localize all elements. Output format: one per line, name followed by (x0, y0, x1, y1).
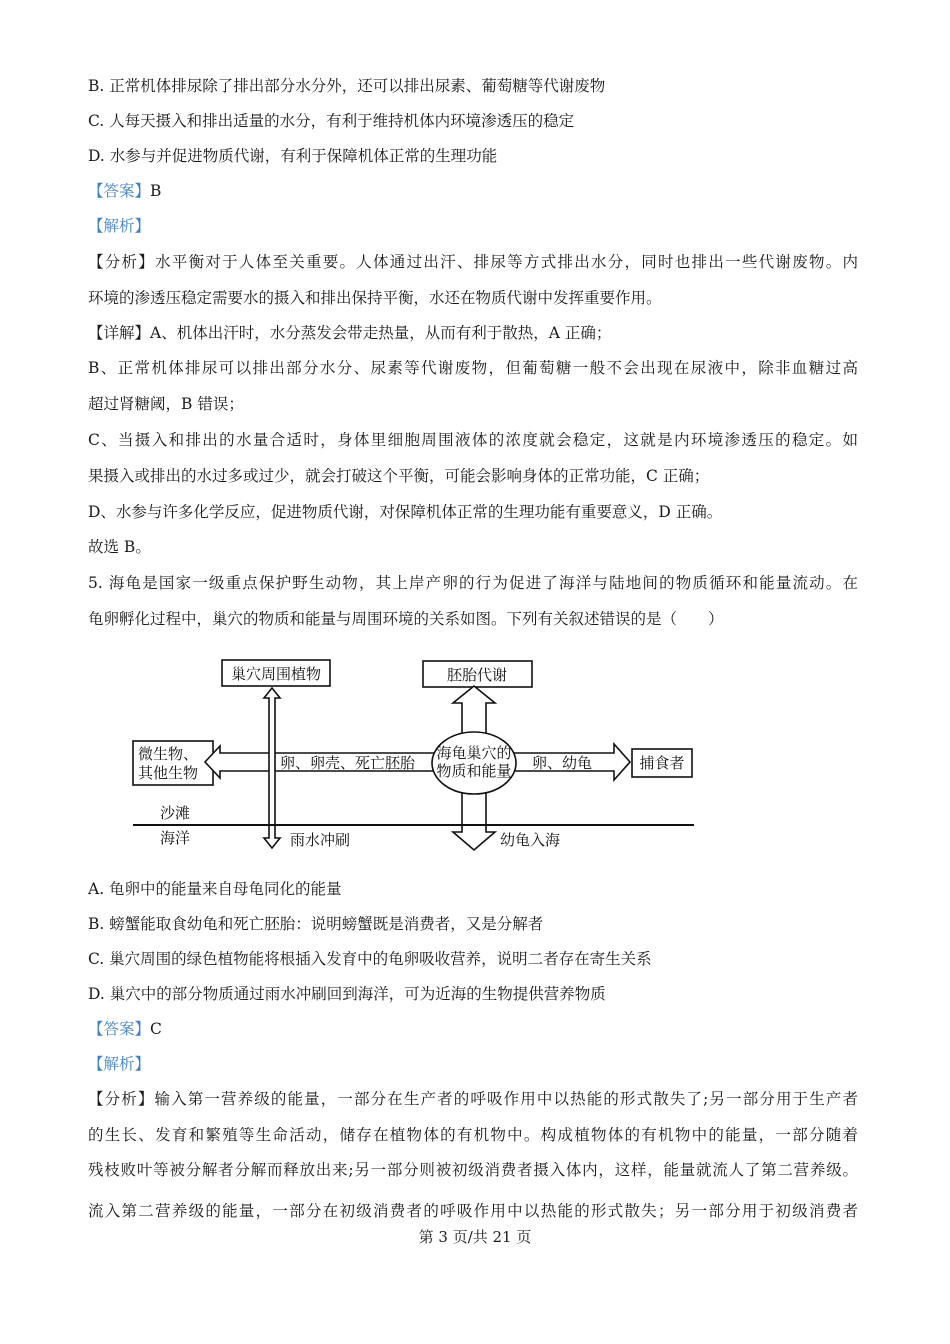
xiangjie-a-text: A、机体出汗时，水分蒸发会带走热量，从而有利于散热，A 正确； (150, 324, 612, 342)
rain-label: 雨水冲刷 (290, 831, 351, 849)
q4-fenxi-line (88, 252, 858, 272)
fenxi-text: 输入第一营养级的能量，一部分在生产者的呼吸作用中以热能的形式散失了;另一部分用于生产者 (154, 1090, 858, 1108)
embryo-label: 胚胎代谢 (446, 666, 508, 684)
q5-option-a: A. 龟卵中的能量来自母龟同化的能量 (88, 880, 342, 898)
answer-label: 【答案】 (88, 1020, 151, 1038)
q5-analysis-label: 【解析】 (88, 1055, 151, 1073)
q5-option-c: C. 巢穴周围的绿色植物能将根插入发育中的龟卵吸收营养，说明二者存在寄生关系 (88, 950, 652, 968)
q4-xiangjie-b2: 超过肾糖阈，B 错误； (88, 395, 244, 413)
plants-label: 巢穴周围植物 (230, 665, 322, 683)
fenxi-text: 水平衡对于人体至关重要。人体通过出汗、排尿等方式排出水分，同时也排出一些代谢废物。内 (155, 253, 858, 271)
q4-conclusion: 故选 B。 (88, 538, 151, 556)
q5-answer (88, 1019, 858, 1039)
fenxi-label: 【分析】 (88, 1090, 155, 1108)
q5-fenxi-line2: 的生长、发育和繁殖等生命活动，储存在植物体的有机物中。构成植物体的有机物中的能量，一部分随着 (88, 1126, 858, 1144)
q5-fenxi-line3: 残枝败叶等被分解者分解而释放出来;另一部分则被初级消费者摄入体内，这样，能量就流人了第二营养级。 (88, 1161, 858, 1179)
q4-xiangjie-a (88, 323, 858, 343)
fenxi-label: 【分析】 (88, 253, 156, 271)
q5-option-d: D. 巢穴中的部分物质通过雨水冲刷回到海洋，可为近海的生物提供营养物质 (88, 985, 606, 1003)
microbes-label-1: 微生物、 (138, 745, 199, 763)
up-arrow (453, 686, 495, 734)
sea-turtle-nest-diagram (120, 640, 710, 860)
xiangjie-label: 【详解】 (88, 324, 151, 342)
q4-fenxi-line2: 环境的渗透压稳定需要水的摄入和排出保持平衡，水还在物质代谢中发挥重要作用。 (88, 289, 662, 307)
q5-option-b: B. 螃蟹能取食幼龟和死亡胚胎：说明螃蟹既是消费者，又是分解者 (88, 915, 544, 933)
down-arrow (453, 792, 495, 850)
answer-value: B (150, 182, 162, 200)
q4-xiangjie-c1: C、当摄入和排出的水量合适时，身体里细胞周围液体的浓度就会稳定，这就是内环境渗透压的稳定。如 (88, 431, 858, 449)
q4-xiangjie-c2: 果摄入或排出的水过多或过少，就会打破这个平衡，可能会影响身体的正常功能，C 正确； (88, 467, 710, 485)
option-c: C. 人每天摄入和排出适量的水分，有利于维持机体内环境渗透压的稳定 (88, 112, 575, 130)
right-flow-label: 卵、幼龟 (532, 754, 593, 772)
q4-analysis-label: 【解析】 (88, 217, 151, 235)
q4-answer (88, 181, 858, 201)
q5-fenxi-line1 (88, 1089, 858, 1109)
center-label-1: 海龟巢穴的 (436, 744, 512, 762)
answer-value: C (150, 1020, 162, 1038)
option-d: D. 水参与并促进物质代谢，有利于保障机体正常的生理功能 (88, 147, 498, 165)
center-label-2: 物质和能量 (436, 762, 512, 780)
beach-label: 沙滩 (160, 804, 191, 822)
ocean-label: 海洋 (160, 829, 191, 847)
hatchling-label: 幼龟入海 (500, 831, 561, 849)
microbes-label-2: 其他生物 (138, 764, 199, 782)
q5-stem-line1: 5. 海龟是国家一级重点保护野生动物，其上岸产卵的行为促进了海洋与陆地间的物质循环和能量流动。在 (88, 574, 858, 592)
q5-fenxi-line4: 流入第二营养级的能量，一部分在初级消费者的呼吸作用中以热能的形式散失；另一部分用于初级消费者 (88, 1202, 858, 1220)
left-flow-label: 卵、卵壳、死亡胚胎 (280, 754, 416, 772)
q4-xiangjie-b1: B、正常机体排尿可以排出部分水分、尿素等代谢废物，但葡萄糖一般不会出现在尿液中，除非血糖过高 (88, 359, 858, 377)
q4-xiangjie-d: D、水参与许多化学反应，促进物质代谢，对保障机体正常的生理功能有重要意义，D 正确。 (88, 503, 723, 521)
answer-label: 【答案】 (88, 182, 151, 200)
option-b: B. 正常机体排尿除了排出部分水分外，还可以排出尿素、葡萄糖等代谢废物 (88, 77, 606, 95)
page-number-footer: 第 3 页/共 21 页 (418, 1228, 532, 1246)
predator-label: 捕食者 (639, 754, 685, 772)
q5-stem-line2: 龟卵孵化过程中，巢穴的物质和能量与周围环境的关系如图。下列有关叙述错误的是（ ） (88, 610, 724, 628)
